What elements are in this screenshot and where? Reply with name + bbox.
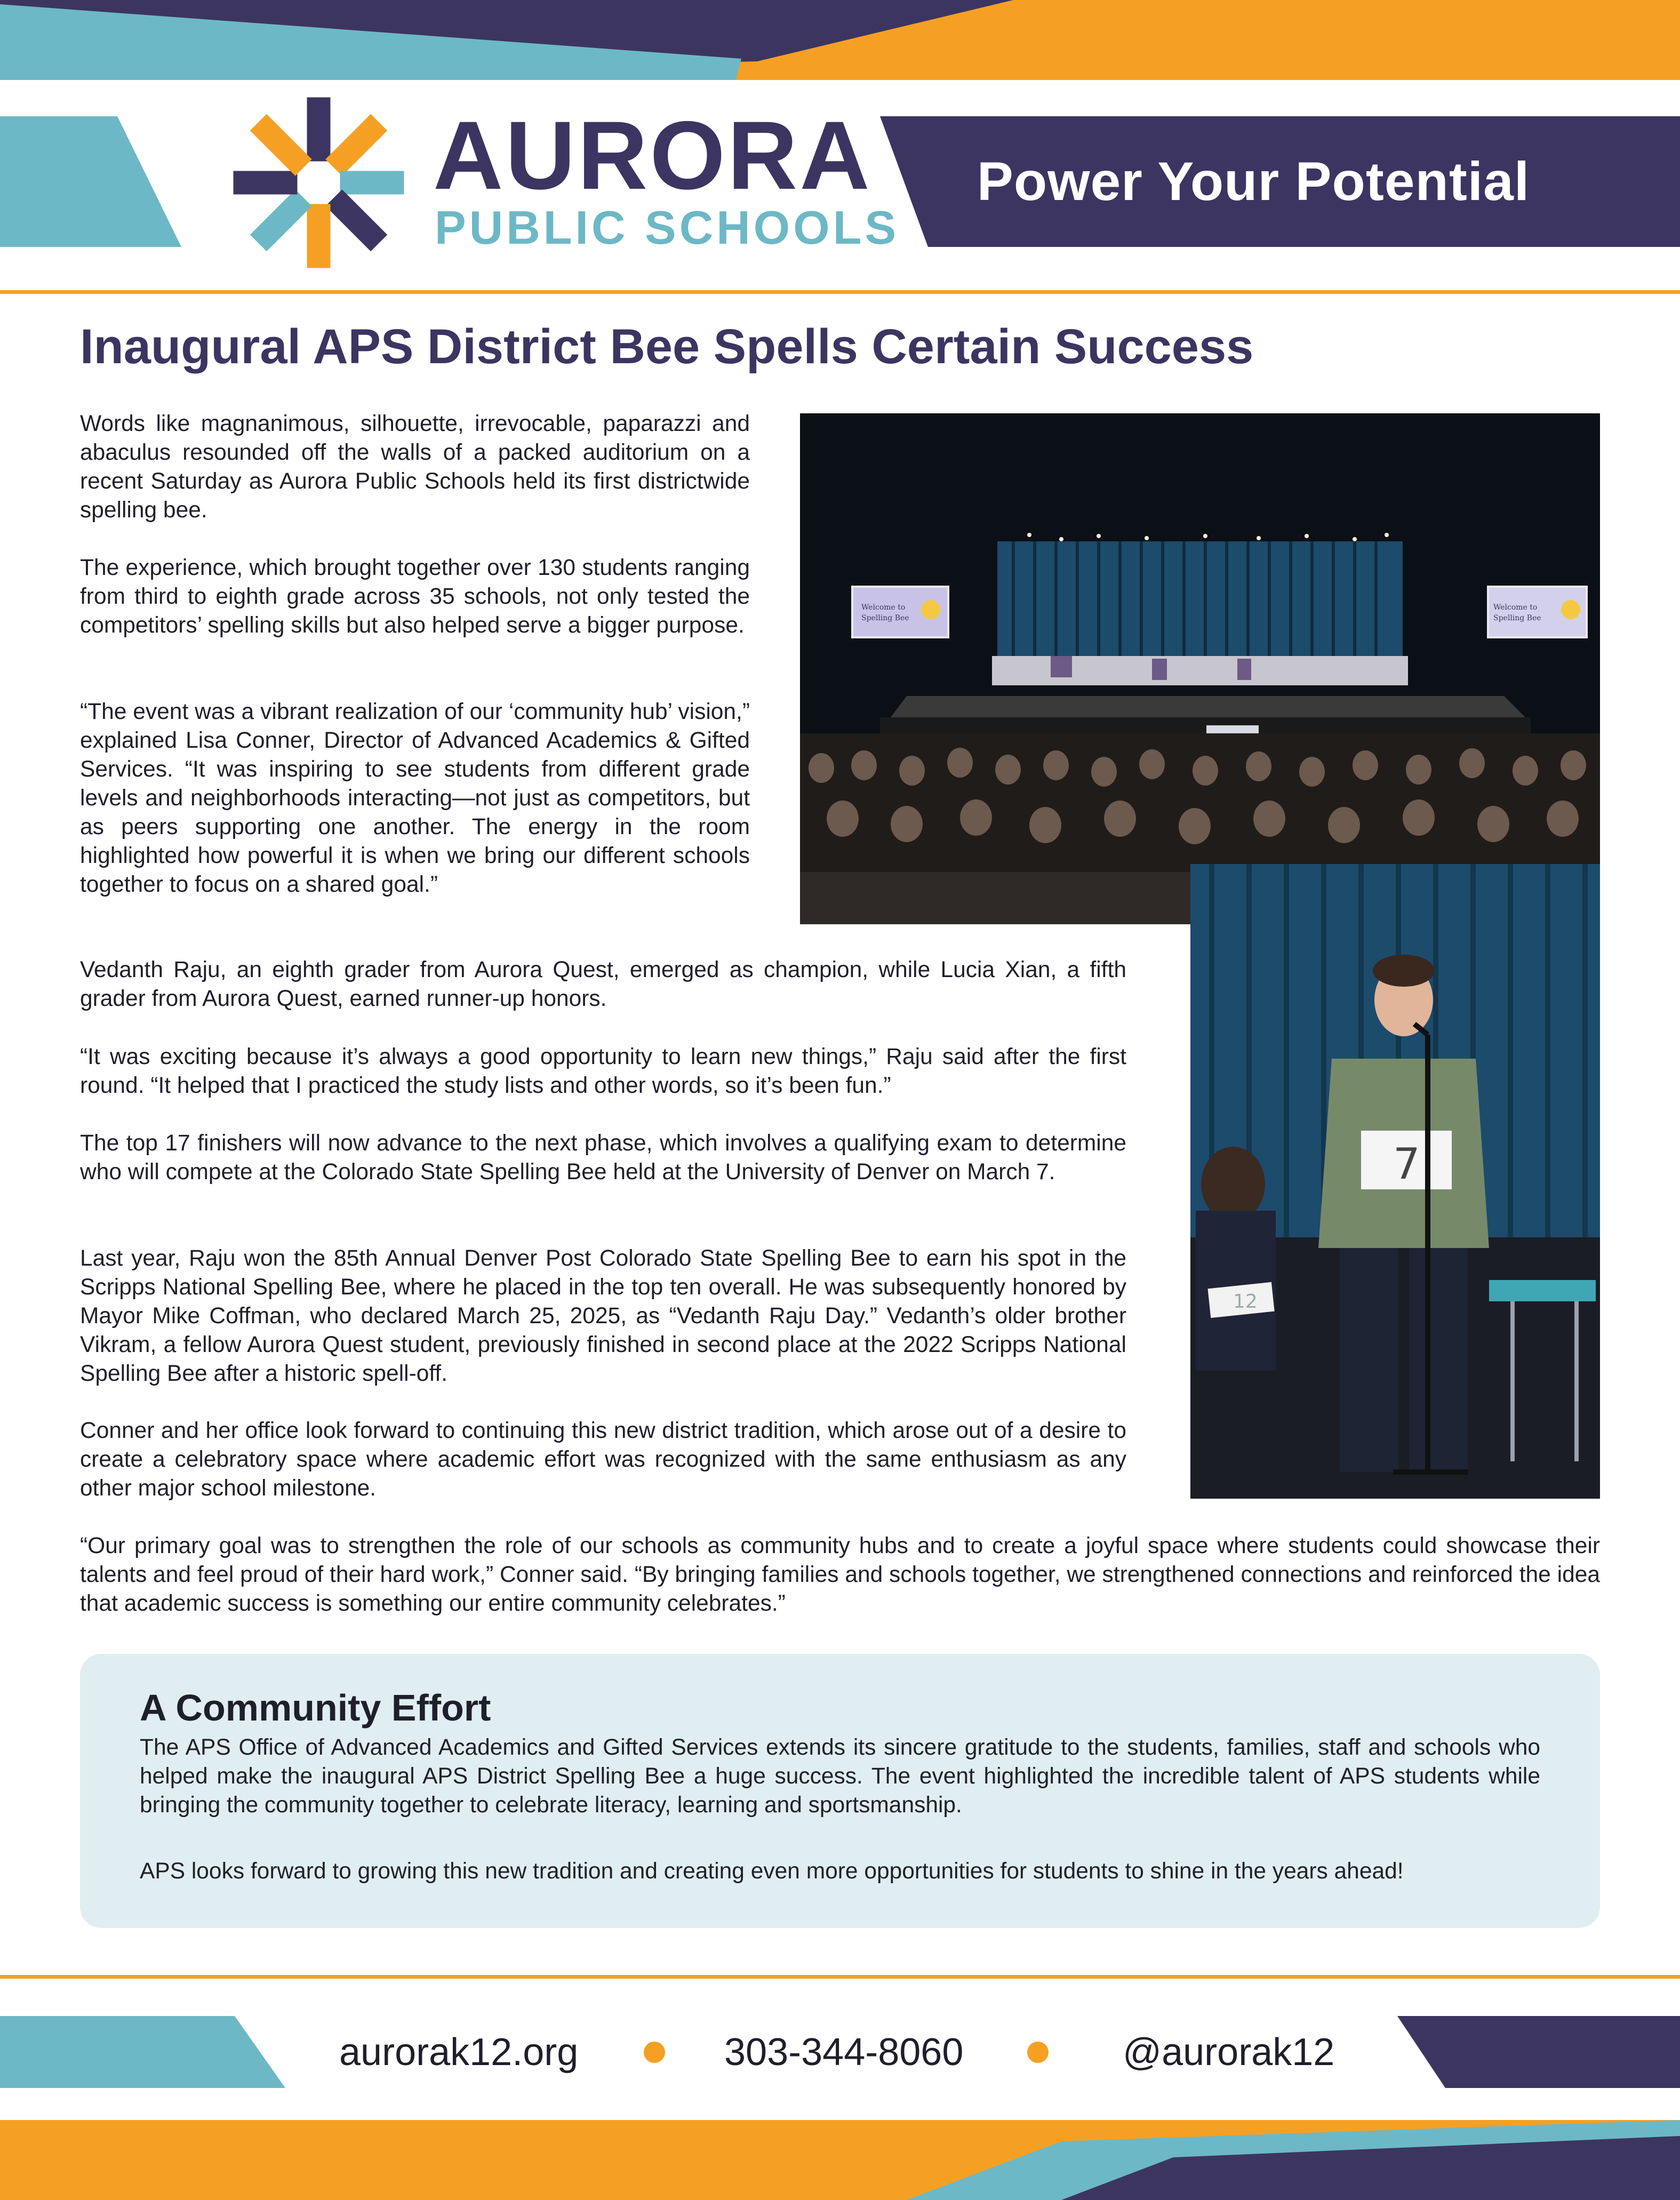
header-teal-shape — [0, 116, 181, 247]
article-paragraph: Vedanth Raju, an eighth grader from Aurora Quest, emerged as champion, while Lucia Xian, a fifth grader from Aurora Quest, earned runner-up honors. — [80, 957, 1126, 1011]
phone-number[interactable]: 303-344-8060 — [724, 2030, 964, 2074]
header-divider — [0, 290, 1680, 294]
tagline: Power Your Potential — [977, 151, 1530, 212]
social-handle[interactable]: @aurorak12 — [1123, 2030, 1335, 2074]
bottom-color-band — [0, 2120, 1680, 2200]
community-paragraph: APS looks forward to growing this new tradition and creating even more opportunities for students to shine in the years ahead! — [140, 1859, 1404, 1884]
bib-number: 7 — [1393, 1139, 1420, 1189]
separator-dot-icon — [644, 2042, 665, 2063]
screen-text: Welcome to — [861, 603, 906, 612]
article-paragraph: The experience, which brought together over 130 students ranging from third to eighth grade across 35 schools, not only tested the competitors’ spelling skills but also helped serve a bigger purpose. — [80, 555, 750, 638]
article-paragraph: “The event was a vibrant realization of our ‘community hub’ vision,” explained Lisa Conner, Director of Advanced Academics & Gifted Services. “It was inspiring to see students from different grade levels and neighborhoods interacting—not just as competitors, but as peers supporting one another. The energy in the room highlighted how powerful it is when we bring our different schools together to focus on a shared goal.” — [80, 699, 750, 897]
article-paragraph: Conner and her office look forward to continuing this new district tradition, which arose out of a desire to create a celebratory space where academic effort was recognized with the same enthusiasm as any other major school milestone. — [80, 1418, 1126, 1501]
separator-dot-icon — [1027, 2042, 1049, 2063]
article-paragraph: The top 17 finishers will now advance to the next phase, which involves a qualifying exam to determine who will compete at the Colorado State Spelling Bee held at the University of Denver on March 7. — [80, 1131, 1126, 1185]
article-paragraph: Words like magnanimous, silhouette, irrevocable, paparazzi and abaculus resounded off the walls of a packed auditorium on a recent Saturday as Aurora Public Schools held its first districtwide spelling bee. — [80, 411, 750, 523]
article-paragraph: Last year, Raju won the 85th Annual Denver Post Colorado State Spelling Bee to earn his spot in the Scripps National Spelling Bee, where he placed in the top ten overall. He was subsequently honored by Mayor Mike Coffman, who declared March 25, 2025, as “Vedanth Raju Day.” Vedanth’s older brother Vikram, a fellow Aurora Quest student, previously finished in second place at the 2022 Scripps National Spelling Bee after a historic spell-off. — [80, 1246, 1126, 1386]
footer-teal-shape — [0, 2016, 285, 2088]
article-paragraph: “Our primary goal was to strengthen the role of our schools as community hubs and to create a joyful space where students could showcase their talents and feel proud of their hard work,” Conner said. “By bringing families and schools together, we strengthened connections and reinforced the idea that academic success is something our entire community celebrates.” — [80, 1533, 1600, 1616]
website-link[interactable]: aurorak12.org — [339, 2030, 579, 2074]
logo-subtitle: PUBLIC SCHOOLS — [435, 201, 900, 254]
speller-photo — [1190, 864, 1600, 1499]
seated-bib-number: 12 — [1233, 1291, 1258, 1313]
footer-divider — [0, 1975, 1680, 1979]
screen-text: Welcome to — [1493, 603, 1538, 612]
screen-text: Spelling Bee — [1493, 614, 1541, 622]
community-paragraph: The APS Office of Advanced Academics and Gifted Services extends its sincere gratitude to the students, families, staff and schools who helped make the inaugural APS District Spelling Bee a huge success. The event highlighted the incredible talent of APS students while bringing the community together to celebrate literacy, learning and sportsmanship. — [140, 1735, 1540, 1818]
article-paragraph: “It was exciting because it’s always a good opportunity to learn new things,” Raju said after the first round. “It helped that I practiced the study lists and other words, so it’s been fun.” — [80, 1044, 1126, 1098]
auditorium-photo — [800, 413, 1600, 924]
top-color-band — [0, 0, 1680, 80]
aurora-star-icon — [229, 93, 408, 272]
community-title: A Community Effort — [140, 1687, 491, 1729]
article-headline: Inaugural APS District Bee Spells Certain Success — [80, 319, 1254, 374]
screen-text: Spelling Bee — [861, 614, 909, 622]
logo-wordmark: AURORA — [433, 101, 872, 210]
footer-navy-shape — [1397, 2016, 1680, 2088]
